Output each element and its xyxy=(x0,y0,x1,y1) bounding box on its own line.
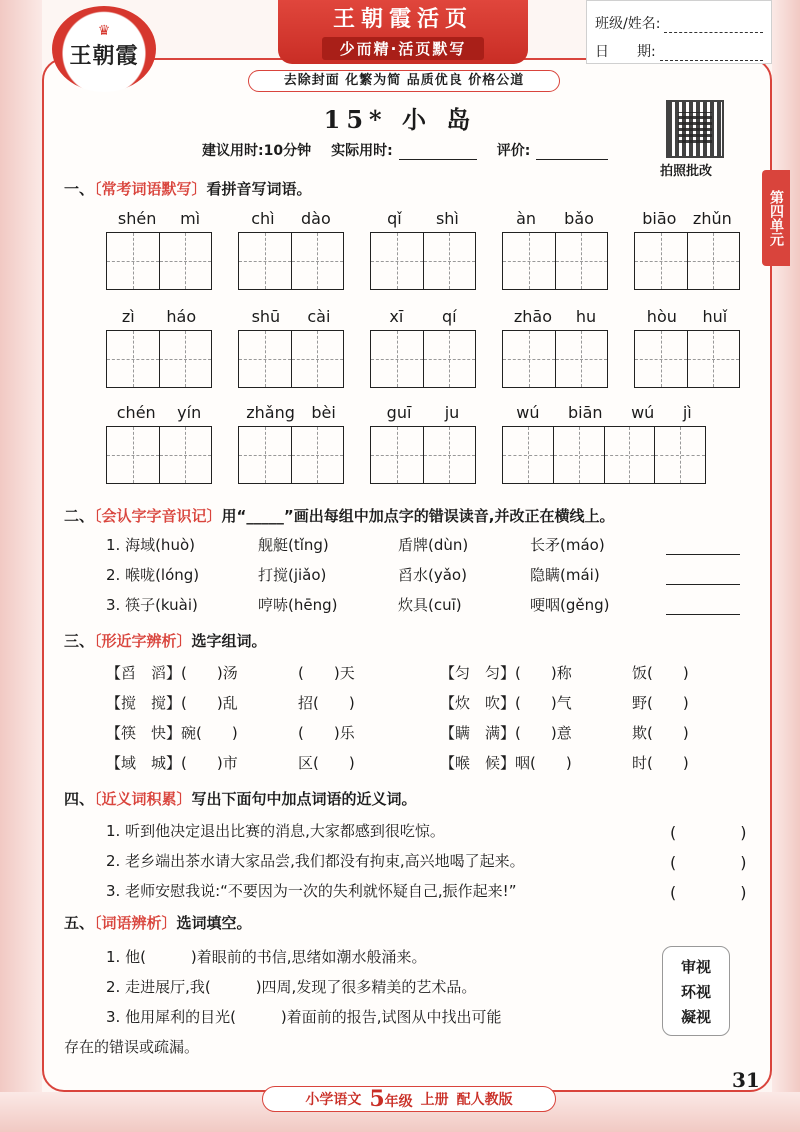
writing-boxes xyxy=(238,330,344,388)
qr-code[interactable] xyxy=(666,100,724,158)
section-instruction: 选词填空。 xyxy=(176,914,252,932)
char-choice-item: 【瞒 满】( )意 xyxy=(440,724,572,742)
writing-cell[interactable] xyxy=(503,427,554,483)
footer-grade-label: 年级 xyxy=(384,1094,413,1110)
footer-edition: 配人教版 xyxy=(456,1092,513,1108)
section-number: 五、 xyxy=(64,914,95,932)
writing-cell[interactable] xyxy=(688,233,740,289)
rating-field[interactable] xyxy=(536,146,608,160)
pinyin-syllable: bǎo xyxy=(564,209,594,228)
student-info-box xyxy=(586,0,772,64)
brand-banner xyxy=(278,0,528,64)
writing-cell[interactable] xyxy=(655,427,705,483)
pinyin-syllable: shì xyxy=(435,209,459,228)
pinyin-syllable: xī xyxy=(389,307,404,326)
pinyin-syllable: zì xyxy=(121,307,135,326)
pronunciation-item: 1. 海域(huò) xyxy=(106,536,195,554)
writing-boxes xyxy=(106,232,212,290)
answer-paren[interactable]: ( ) xyxy=(670,853,747,872)
writing-cell[interactable] xyxy=(424,427,476,483)
pinyin-syllable: qí xyxy=(442,307,457,326)
pinyin-syllable: zhǎng xyxy=(246,403,295,422)
writing-cell[interactable] xyxy=(556,331,608,387)
pronunciation-item: 哽咽(gěng) xyxy=(530,596,610,614)
choice-word: 环视 xyxy=(680,982,711,1001)
section-4-heading xyxy=(64,788,417,809)
synonym-sentence: 3. 老师安慰我说:“不要因为一次的失利就怀疑自己,振作起来!” xyxy=(106,882,517,900)
lesson-title: 15* 小 岛 xyxy=(323,105,477,134)
writing-cell[interactable] xyxy=(292,233,344,289)
writing-cell[interactable] xyxy=(160,331,212,387)
synonym-sentence: 1. 听到他决定退出比赛的消息,大家都感到很吃惊。 xyxy=(106,822,445,840)
pinyin-word xyxy=(106,400,212,484)
footer-term: 上册 xyxy=(420,1092,449,1108)
writing-cell[interactable] xyxy=(424,331,476,387)
pinyin-syllable: huǐ xyxy=(702,307,728,326)
section-tag: 〔形近字辨析〕 xyxy=(94,632,192,650)
char-choice-item: 【炊 吹】( )气 xyxy=(440,694,572,712)
pinyin-row xyxy=(106,304,740,388)
char-choice-item: 欺( ) xyxy=(632,724,689,742)
unit-tab: 第四单元 xyxy=(762,170,790,266)
date-field[interactable] xyxy=(660,45,763,61)
pinyin-text xyxy=(502,400,706,426)
pinyin-row xyxy=(106,206,740,290)
pinyin-syllable: qǐ xyxy=(387,209,402,228)
char-choice-item: 【匀 匀】( )称 xyxy=(440,664,572,682)
char-choice-item: ( )天 xyxy=(298,664,355,682)
section-tag: 〔常考词语默写〕 xyxy=(94,180,207,198)
fill-blank-sentence: 2. 走进展厅,我( )四周,发现了很多精美的艺术品。 xyxy=(106,978,477,996)
word-choice-box xyxy=(662,946,730,1036)
writing-boxes xyxy=(106,426,212,484)
pinyin-word xyxy=(238,304,344,388)
writing-cell[interactable] xyxy=(239,233,292,289)
section-instruction: 用“_____”画出每组中加点字的错误读音,并改正在横线上。 xyxy=(221,507,615,525)
writing-boxes xyxy=(634,232,740,290)
char-choice-item: 饭( ) xyxy=(632,664,689,682)
footer-grade-number: 5 xyxy=(369,1086,385,1112)
pinyin-text xyxy=(106,206,212,232)
pinyin-word xyxy=(634,206,740,290)
section-3-heading xyxy=(64,630,267,651)
char-choice-item: 【喉 候】咽( ) xyxy=(440,754,572,772)
writing-cell[interactable] xyxy=(635,233,688,289)
logo-text: 王朝霞 xyxy=(69,42,139,69)
writing-cell[interactable] xyxy=(371,233,424,289)
footer-banner xyxy=(262,1086,556,1112)
crown-icon: ♛ xyxy=(97,22,111,39)
char-choice-item: 时( ) xyxy=(632,754,689,772)
pronunciation-item: 哼哧(hēng) xyxy=(258,596,338,614)
pinyin-word xyxy=(634,304,740,388)
class-name-field[interactable] xyxy=(664,17,763,33)
pinyin-syllable: biān xyxy=(568,403,603,422)
writing-cell[interactable] xyxy=(160,233,212,289)
date-label: 日 期: xyxy=(595,44,656,60)
char-choice-item: 招( ) xyxy=(298,694,355,712)
writing-cell[interactable] xyxy=(371,427,424,483)
pinyin-word xyxy=(238,400,344,484)
pinyin-syllable: chì xyxy=(251,209,275,228)
writing-cell[interactable] xyxy=(107,331,160,387)
class-name-label: 班级/姓名: xyxy=(595,16,661,32)
writing-cell[interactable] xyxy=(605,427,656,483)
pinyin-word xyxy=(502,400,706,484)
char-choice-item: 区( ) xyxy=(298,754,355,772)
writing-cell[interactable] xyxy=(239,427,292,483)
pinyin-syllable: hu xyxy=(575,307,597,326)
pinyin-syllable: hòu xyxy=(646,307,677,326)
pinyin-text xyxy=(238,400,344,426)
qr-label: 拍照批改 xyxy=(660,164,713,179)
pinyin-text xyxy=(238,206,344,232)
pronunciation-item: 炊具(cuī) xyxy=(398,596,462,614)
pinyin-text xyxy=(634,206,740,232)
writing-boxes xyxy=(502,232,608,290)
footer-subject: 小学语文 xyxy=(305,1092,362,1108)
char-choice-item: 【搅 搅】( )乱 xyxy=(106,694,238,712)
writing-boxes xyxy=(238,426,344,484)
pinyin-word xyxy=(370,400,476,484)
pinyin-syllable: àn xyxy=(516,209,537,228)
section-1-heading xyxy=(64,178,312,199)
writing-cell[interactable] xyxy=(239,331,292,387)
pronunciation-item: 3. 筷子(kuài) xyxy=(106,596,198,614)
writing-boxes xyxy=(370,330,476,388)
pronunciation-item: 舀水(yǎo) xyxy=(398,566,467,584)
pinyin-text xyxy=(106,304,212,330)
pronunciation-item: 隐瞒(mái) xyxy=(530,566,600,584)
fill-blank-sentence: 3. 他用犀利的目光( )着面前的报告,试图从中找出可能 xyxy=(106,1008,502,1026)
time-row xyxy=(202,140,608,160)
writing-cell[interactable] xyxy=(503,331,556,387)
section-instruction: 选字组词。 xyxy=(191,632,267,650)
answer-line[interactable] xyxy=(666,614,740,615)
section-number: 一、 xyxy=(64,180,95,198)
writing-cell[interactable] xyxy=(292,331,344,387)
pronunciation-item: 盾牌(dùn) xyxy=(398,536,469,554)
fill-blank-sentence: 存在的错误或疏漏。 xyxy=(64,1038,200,1056)
section-number: 三、 xyxy=(64,632,95,650)
pinyin-syllable: cài xyxy=(307,307,331,326)
pinyin-word xyxy=(370,304,476,388)
writing-cell[interactable] xyxy=(688,331,740,387)
pinyin-syllable: mì xyxy=(180,209,201,228)
pinyin-syllable: shén xyxy=(117,209,157,228)
section-number: 四、 xyxy=(64,790,95,808)
section-5-heading xyxy=(64,912,252,933)
section-tag: 〔会认字字音识记〕 xyxy=(94,507,222,525)
page-edge-left xyxy=(0,0,42,1132)
pinyin-word xyxy=(502,206,608,290)
writing-cell[interactable] xyxy=(556,233,608,289)
pinyin-syllable: shū xyxy=(251,307,281,326)
pinyin-text xyxy=(238,304,344,330)
publisher-logo xyxy=(52,6,156,92)
section-instruction: 看拼音写词语。 xyxy=(206,180,312,198)
pinyin-word xyxy=(502,304,608,388)
pinyin-syllable: ju xyxy=(444,403,460,422)
writing-boxes xyxy=(370,232,476,290)
pinyin-text xyxy=(370,206,476,232)
char-choice-item: ( )乐 xyxy=(298,724,355,742)
writing-boxes xyxy=(634,330,740,388)
brand-subtitle: 少而精·活页默写 xyxy=(322,37,485,60)
pinyin-text xyxy=(370,400,476,426)
slogan: 去除封面 化繁为简 品质优良 价格公道 xyxy=(248,70,560,92)
writing-cell[interactable] xyxy=(554,427,605,483)
section-instruction: 写出下面句中加点词语的近义词。 xyxy=(191,790,417,808)
writing-cell[interactable] xyxy=(371,331,424,387)
writing-cell[interactable] xyxy=(635,331,688,387)
suggested-time: 建议用时:10分钟 xyxy=(202,143,312,159)
pinyin-syllable: yín xyxy=(177,403,202,422)
brand-title: 王朝霞活页 xyxy=(332,6,473,32)
pinyin-word xyxy=(370,206,476,290)
answer-line[interactable] xyxy=(666,584,740,585)
choice-word: 审视 xyxy=(680,957,711,976)
answer-paren[interactable]: ( ) xyxy=(670,823,747,842)
pinyin-syllable: bèi xyxy=(311,403,336,422)
pinyin-syllable: biāo xyxy=(642,209,677,228)
pinyin-text xyxy=(502,304,608,330)
pinyin-syllable: dào xyxy=(301,209,331,228)
pinyin-text xyxy=(634,304,740,330)
pinyin-text xyxy=(106,400,212,426)
pronunciation-item: 长矛(máo) xyxy=(530,536,605,554)
pinyin-row xyxy=(106,400,706,484)
section-2-heading xyxy=(64,505,614,526)
section-tag: 〔近义词积累〕 xyxy=(94,790,192,808)
pinyin-syllable: háo xyxy=(166,307,197,326)
writing-boxes xyxy=(106,330,212,388)
pinyin-syllable: chén xyxy=(116,403,156,422)
answer-paren[interactable]: ( ) xyxy=(670,883,747,902)
page-number: 31 xyxy=(732,1068,760,1092)
writing-cell[interactable] xyxy=(107,233,160,289)
pinyin-word xyxy=(106,304,212,388)
writing-cell[interactable] xyxy=(424,233,476,289)
pinyin-syllable: wú xyxy=(516,403,540,422)
rating-label: 评价: xyxy=(496,143,531,159)
pinyin-word xyxy=(106,206,212,290)
synonym-sentence: 2. 老乡端出茶水请大家品尝,我们都没有拘束,高兴地喝了起来。 xyxy=(106,852,525,870)
char-choice-item: 【域 城】( )市 xyxy=(106,754,238,772)
char-choice-item: 【舀 滔】( )汤 xyxy=(106,664,238,682)
actual-time-field[interactable] xyxy=(399,146,477,160)
section-tag: 〔词语辨析〕 xyxy=(94,914,177,932)
pinyin-syllable: zhāo xyxy=(513,307,553,326)
char-choice-item: 野( ) xyxy=(632,694,689,712)
pinyin-text xyxy=(370,304,476,330)
fill-blank-sentence: 1. 他( )着眼前的书信,思绪如潮水般涌来。 xyxy=(106,948,427,966)
pinyin-syllable: zhǔn xyxy=(692,209,732,228)
pinyin-syllable: jì xyxy=(682,403,692,422)
pinyin-text xyxy=(502,206,608,232)
pronunciation-item: 2. 喉咙(lóng) xyxy=(106,566,200,584)
pronunciation-item: 打搅(jiǎo) xyxy=(258,566,327,584)
writing-boxes xyxy=(238,232,344,290)
choice-word: 凝视 xyxy=(680,1007,711,1026)
writing-boxes xyxy=(370,426,476,484)
writing-boxes xyxy=(502,330,608,388)
pinyin-syllable: guī xyxy=(386,403,412,422)
section-number: 二、 xyxy=(64,507,95,525)
pronunciation-item: 舰艇(tǐng) xyxy=(258,536,329,554)
writing-cell[interactable] xyxy=(503,233,556,289)
writing-boxes xyxy=(502,426,706,484)
writing-cell[interactable] xyxy=(160,427,212,483)
answer-line[interactable] xyxy=(666,554,740,555)
writing-cell[interactable] xyxy=(107,427,160,483)
writing-cell[interactable] xyxy=(292,427,344,483)
pinyin-syllable: wú xyxy=(631,403,655,422)
char-choice-item: 【筷 快】碗( ) xyxy=(106,724,238,742)
pinyin-word xyxy=(238,206,344,290)
actual-time-label: 实际用时: xyxy=(331,143,393,159)
